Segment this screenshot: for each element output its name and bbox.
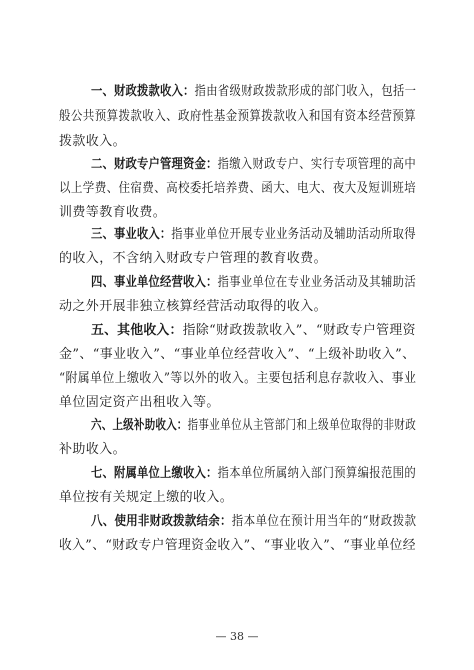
- paragraph-5-line-1: [91, 323, 416, 339]
- paragraph-4-text: 指事业单位在专业业务活动及其辅助活: [217, 275, 417, 290]
- paragraph-5-line-2: 金”、“事业收入”、“事业单位经营收入”、“上级补助收入”、: [59, 347, 416, 362]
- paragraph-7-line-2: 单位按有关规定上缴的收入。: [59, 490, 234, 505]
- paragraph-7-label: 七、附属单位上缴收入：: [91, 466, 218, 481]
- paragraph-5-label: 五、其他收入：: [91, 323, 183, 338]
- paragraph-4-label: 四、事业单位经营收入：: [91, 275, 218, 290]
- paragraph-5-line-3: “附属单位上缴收入”等以外的收入。主要包括利息存款收入、事业: [59, 371, 417, 386]
- paragraph-6-line-1: [91, 418, 416, 434]
- paragraph-1-text: 指由省级财政拨款形成的部门收入，包括一: [194, 84, 417, 99]
- paragraph-1-line-3: 拨款收入。: [59, 134, 127, 149]
- paragraph-2-line-3: 训费等教育收费。: [59, 205, 167, 220]
- paragraph-2-label: 二、财政专户管理资金：: [91, 157, 218, 172]
- paragraph-7-line-1: [91, 466, 416, 482]
- paragraph-5-text: 指除“财政拨款收入”、“财政专户管理资: [182, 323, 416, 338]
- page-number: — 38 —: [215, 630, 259, 643]
- paragraph-8-label: 八、使用非财政拨款结余：: [91, 514, 232, 529]
- paragraph-1-line-2: 般公共预算拨款收入、政府性基金预算拨款收入和国有资本经营预算: [59, 109, 417, 124]
- paragraph-3-line-1: [91, 227, 416, 243]
- paragraph-4-line-1: [91, 275, 416, 291]
- paragraph-6-line-2: 补助收入。: [59, 442, 127, 457]
- paragraph-3-label: 三、事业收入：: [91, 227, 172, 242]
- paragraph-8-line-2: 收入”、“财政专户管理资金收入”、“事业收入”、“事业单位经: [59, 538, 416, 553]
- paragraph-7-text: 指本单位所属纳入部门预算编报范围的: [217, 466, 417, 481]
- paragraph-5-line-4: 单位固定资产出租收入等。: [59, 395, 220, 410]
- paragraph-6-text: 指事业单位从主管部门和上级单位取得的非财政: [187, 418, 417, 433]
- paragraph-4-line-2: 动之外开展非独立核算经营活动取得的收入。: [59, 299, 328, 314]
- paragraph-8-text: 指本单位在预计用当年的“财政拨款: [231, 514, 417, 529]
- paragraph-3-text: 指事业单位开展专业业务活动及辅助活动所取得: [171, 227, 416, 242]
- paragraph-1-label: 一、财政拨款收入：: [91, 84, 195, 99]
- paragraph-1-line-1: [91, 84, 416, 100]
- paragraph-2-text: 指缴入财政专户、实行专项管理的高中: [217, 157, 417, 172]
- paragraph-3-line-2: 的收入，不含纳入财政专户管理的教育收费。: [59, 251, 328, 266]
- paragraph-2-line-1: [91, 157, 416, 173]
- paragraph-2-line-2: 以上学费、住宿费、高校委托培养费、函大、电大、夜大及短训班培: [59, 181, 417, 196]
- paragraph-8-line-1: [91, 514, 416, 530]
- paragraph-6-label: 六、上级补助收入：: [91, 418, 188, 433]
